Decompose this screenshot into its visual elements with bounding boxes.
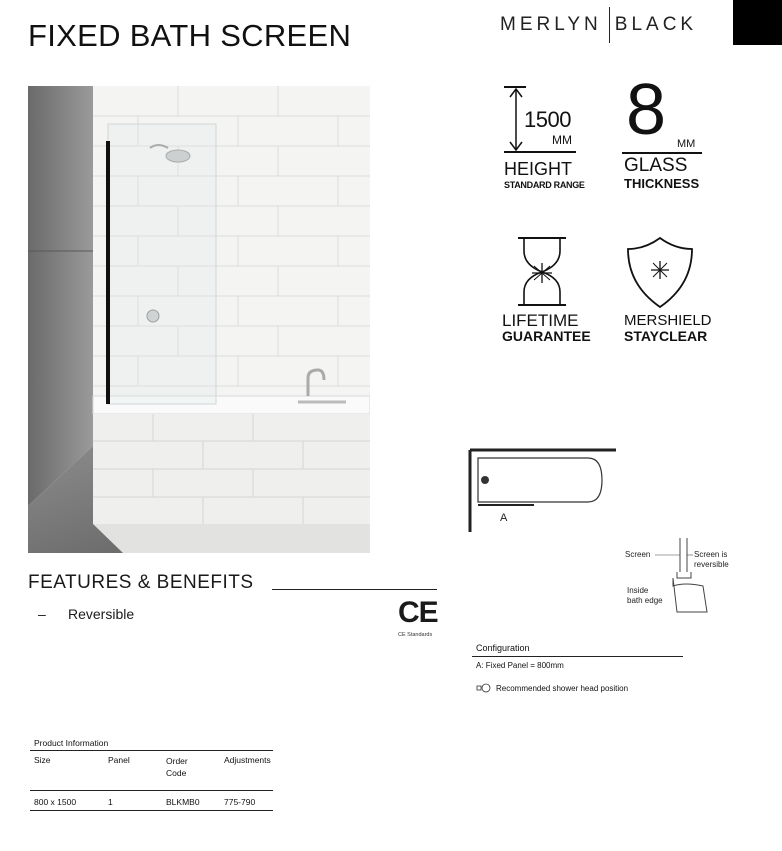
- brand-black-block: [733, 0, 782, 45]
- glass-thickness-icon: [620, 70, 710, 195]
- product-info-table: [30, 738, 273, 811]
- table-row: [30, 791, 273, 811]
- section-label-inside-2: bath edge: [627, 596, 663, 605]
- configuration-rule: [472, 656, 683, 657]
- height-label: HEIGHT: [504, 159, 573, 179]
- plan-diagram: [466, 444, 626, 534]
- recommendation-text: Recommended shower head position: [496, 683, 629, 693]
- glass-unit: MM: [677, 138, 696, 150]
- col-adjustments: Adjustments: [224, 755, 271, 765]
- glass-label: GLASS: [624, 155, 688, 176]
- section-label-reversible-1: Screen is: [694, 550, 728, 559]
- height-sublabel: STANDARD RANGE: [504, 180, 585, 190]
- features-rule: [272, 589, 437, 590]
- col-order-code: Order Code: [166, 756, 188, 778]
- shower-head-position-icon: [476, 683, 492, 693]
- brand-divider: [609, 7, 610, 43]
- feature-dash: –: [38, 606, 46, 622]
- height-icon: [500, 85, 585, 190]
- ce-mark-icon: CE: [398, 596, 438, 629]
- mershield-label: MERSHIELD: [624, 312, 712, 329]
- mershield-sublabel: STAYCLEAR: [624, 328, 708, 344]
- brand-name-right: BLACK: [614, 14, 698, 35]
- col-panel: Panel: [108, 755, 130, 765]
- product-photo: [28, 86, 370, 553]
- cell-order-code: BLKMB0: [166, 797, 200, 807]
- section-label-inside-1: Inside: [627, 586, 649, 595]
- cell-adjustments: 775-790: [224, 797, 256, 807]
- configuration-heading: Configuration: [476, 643, 530, 653]
- plan-label-a: A: [500, 512, 508, 524]
- section-diagram: [625, 538, 735, 618]
- feature-text: Reversible: [68, 606, 135, 622]
- lifetime-sublabel: GUARANTEE: [502, 328, 591, 344]
- lifetime-guarantee-icon: [500, 235, 590, 345]
- height-value: 1500: [524, 107, 571, 132]
- page-title: FIXED BATH SCREEN: [28, 18, 352, 53]
- brand-logo: [500, 10, 697, 40]
- configuration-panel: A: Fixed Panel = 800mm: [476, 661, 564, 670]
- height-unit: MM: [552, 133, 572, 147]
- features-heading: FEATURES & BENEFITS: [28, 572, 254, 593]
- cell-size: 800 x 1500: [34, 797, 77, 807]
- lifetime-label: LIFETIME: [502, 311, 579, 330]
- glass-sublabel: THICKNESS: [624, 176, 700, 191]
- cell-panel: 1: [108, 797, 113, 807]
- glass-value: 8: [626, 70, 667, 150]
- glass-rule: [622, 152, 702, 154]
- section-label-reversible-2: reversible: [694, 560, 729, 569]
- product-info-heading: Product Information: [34, 738, 109, 748]
- brand-name-left: MERLYN: [500, 14, 602, 35]
- configuration-recommendation: [476, 683, 628, 693]
- section-label-screen: Screen: [625, 550, 651, 559]
- feature-item: [38, 606, 134, 622]
- mershield-shield-icon: [620, 235, 710, 345]
- col-size: Size: [34, 755, 51, 765]
- ce-caption: CE Standards: [398, 632, 433, 638]
